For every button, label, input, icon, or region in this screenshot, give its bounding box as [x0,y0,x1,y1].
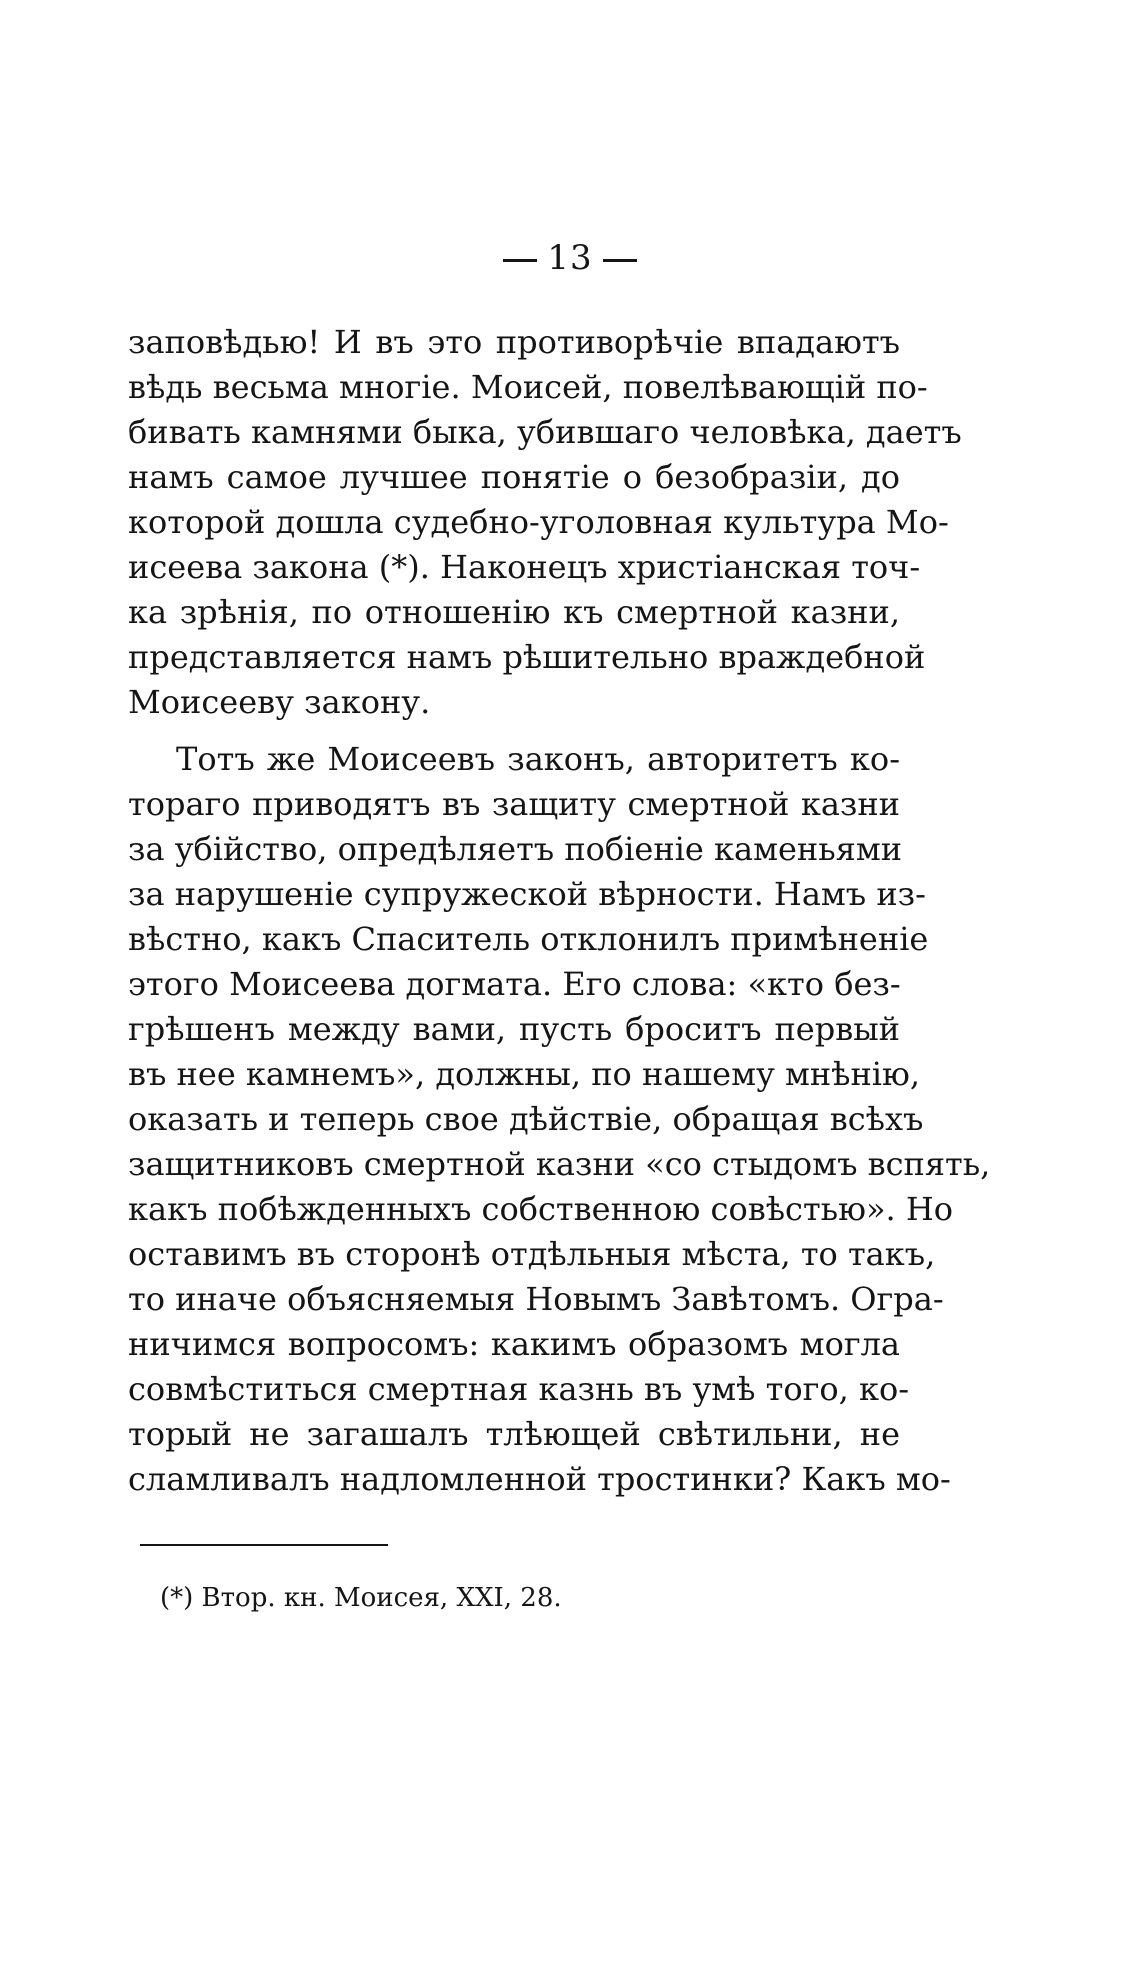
text-line: представляется намъ рѣшительно враждебной [128,638,926,676]
text-line: оставимъ въ сторонѣ отдѣльныя мѣста, то такъ, [128,1235,936,1273]
paragraph-2 [128,737,991,1502]
text-line: совмѣститься смертная казнь въ умѣ того, ко- [128,1370,910,1408]
text-line: ничимся вопросомъ: какимъ образомъ могла [128,1325,900,1363]
text-line: этого Моисеева догмата. Его слова: «кто без- [128,965,901,1003]
text-line: торый не загашалъ тлѣющей свѣтильни, не [128,1415,900,1453]
text-line: заповѣдью! И въ это противорѣчіе впадаютъ [128,323,900,361]
text-line: Тотъ же Моисеевъ законъ, авторитетъ ко- [176,740,900,778]
text-line: за убійство, опредѣляетъ побіеніе каменьями [128,830,903,868]
text-line: которой дошла судебно-уголовная культура Мо- [128,503,949,541]
text-line: то иначе объясняемыя Новымъ Завѣтомъ. Огра- [128,1280,944,1318]
main-text [128,320,991,1502]
text-line: исеева закона (*). Наконецъ христіанская точ- [128,548,921,586]
text-line: грѣшенъ между вами, пусть броситъ первый [128,1010,900,1048]
text-line: сламливалъ надломленной тростинки? Какъ мо- [128,1460,951,1498]
text-line: вѣстно, какъ Спаситель отклонилъ примѣненіе [128,920,929,958]
text-line: вѣдь весьма многіе. Моисей, повелѣвающій по- [128,368,928,406]
text-line: какъ побѣжденныхъ собственною совѣстью». Но [128,1190,954,1228]
text-line: тораго приводятъ въ защиту смертной казни [128,785,900,823]
paragraph-gap [128,725,900,737]
page-number: 13 [547,238,593,278]
left-dash-ornament [503,259,537,262]
text-line: ка зрѣнія, по отношенію къ смертной казни, [128,593,900,631]
text-line: Моисееву закону. [128,683,431,721]
paragraph-1 [128,320,962,725]
text-line: за нарушеніе супружеской вѣрности. Намъ из- [128,875,926,913]
text-line: бивать камнями быка, убившаго человѣка, даетъ [128,413,962,451]
footnote: (*) Втор. кн. Моисея, XXI, 28. [160,1583,562,1613]
text-line: оказать и теперь свое дѣйствіе, обращая всѣхъ [128,1100,924,1138]
text-line: защитниковъ смертной казни «со стыдомъ вспять, [128,1145,991,1183]
page-number-header [0,238,1140,278]
footnote-divider [140,1544,388,1546]
right-dash-ornament [603,259,637,262]
text-line: въ нее камнемъ», должны, по нашему мнѣнію, [128,1055,921,1093]
text-line: намъ самое лучшее понятіе о безобразіи, до [128,458,900,496]
